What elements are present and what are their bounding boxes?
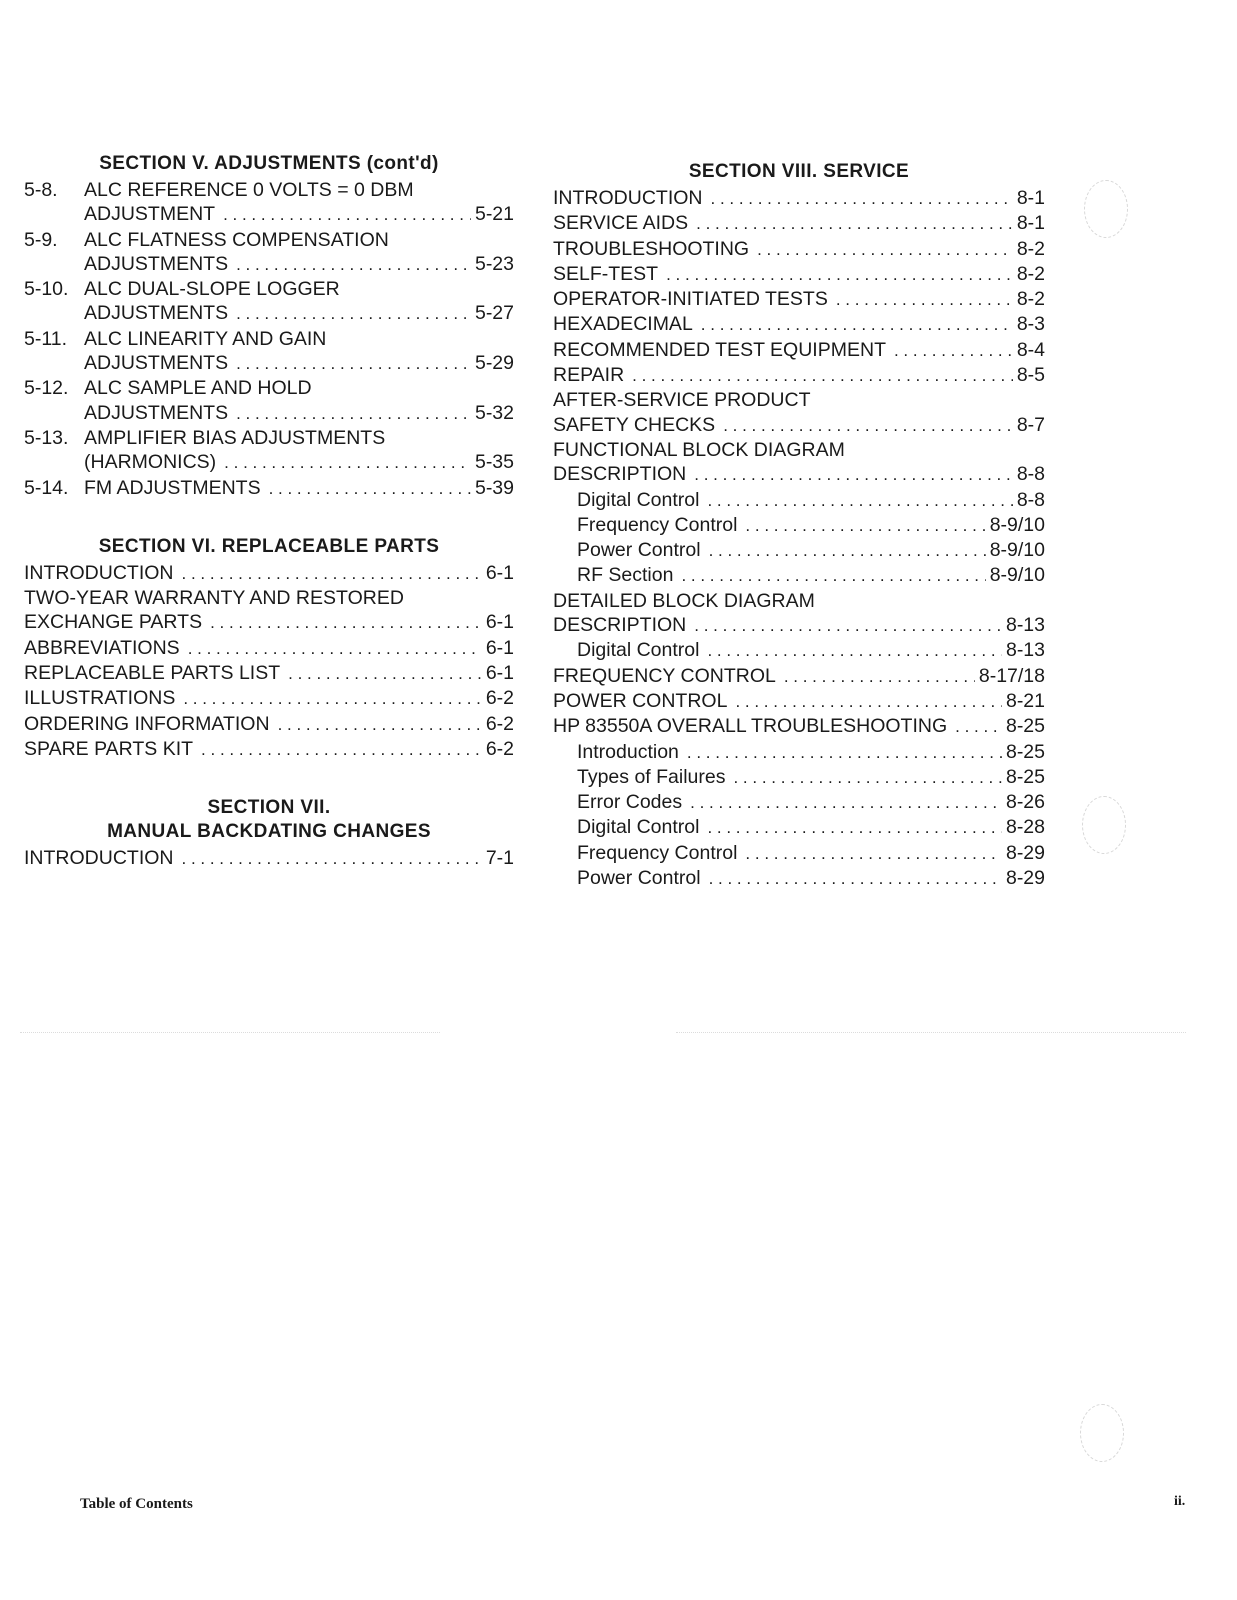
page-number: 8-1 (1016, 212, 1045, 235)
entry-number: 5-11. (24, 327, 67, 350)
entry-title: AMPLIFIER BIAS ADJUSTMENTS (84, 426, 386, 449)
dot-leader (210, 611, 482, 635)
page-number: 8-13 (1005, 614, 1045, 637)
toc-entry[interactable] (24, 737, 514, 762)
entry-title: ALC SAMPLE AND HOLD (84, 377, 312, 400)
section-7-heading-line1: SECTION VII. (207, 797, 331, 819)
toc-entry[interactable] (24, 202, 514, 227)
scan-artifact (676, 1032, 1186, 1033)
entry-title: (HARMONICS) (84, 451, 217, 474)
dot-leader (269, 477, 471, 501)
entry-number: 5-8. (24, 179, 58, 201)
toc-entry[interactable] (553, 563, 1045, 588)
dot-leader (236, 352, 471, 376)
page-number: 5-23 (474, 252, 514, 275)
entry-title: SELF-TEST (553, 262, 659, 285)
dot-leader (201, 738, 482, 762)
punch-hole-mark (1080, 1404, 1124, 1462)
toc-entry[interactable] (24, 178, 514, 202)
toc-entry[interactable] (24, 376, 514, 400)
scan-artifact (20, 1032, 440, 1033)
dot-leader (694, 614, 1002, 638)
toc-entry[interactable] (553, 538, 1045, 563)
left-column (24, 152, 514, 872)
dot-leader (681, 564, 985, 588)
entry-title: ABBREVIATIONS (24, 636, 180, 659)
section-5-heading: SECTION V. ADJUSTMENTS (cont'd) (99, 153, 439, 174)
page-number: 8-2 (1016, 262, 1045, 285)
page-number: 8-26 (1005, 791, 1045, 814)
dot-leader (784, 665, 975, 689)
toc-entry[interactable] (24, 327, 514, 351)
entry-number: 5-13. (24, 426, 69, 449)
toc-entry[interactable] (24, 686, 514, 711)
toc-entry[interactable] (24, 301, 514, 326)
toc-entry[interactable] (24, 561, 514, 586)
page-number: 5-32 (474, 401, 514, 424)
dot-leader (632, 364, 1013, 388)
toc-entry[interactable] (553, 438, 1045, 462)
page-number: 8-2 (1016, 288, 1045, 311)
footer-title: Table of Contents (80, 1496, 193, 1512)
entry-title: ALC LINEARITY AND GAIN (84, 327, 327, 350)
toc-entry[interactable] (24, 401, 514, 426)
entry-title: DETAILED BLOCK DIAGRAM (553, 589, 815, 612)
page-number: 6-2 (485, 737, 514, 760)
page-number: 8-29 (1005, 841, 1045, 864)
page-number: 5-29 (474, 352, 514, 375)
entry-title: Frequency Control (577, 513, 738, 536)
dot-leader (182, 562, 482, 586)
dot-leader (711, 187, 1013, 211)
page-number: 5-39 (474, 476, 514, 499)
entry-title: ALC DUAL-SLOPE LOGGER (84, 278, 340, 301)
toc-entry[interactable] (24, 586, 514, 610)
dot-leader (666, 263, 1013, 287)
entry-title: HEXADECIMAL (553, 313, 693, 336)
toc-entry[interactable] (553, 211, 1045, 236)
page-number: 8-1 (1016, 187, 1045, 209)
right-column (553, 160, 1045, 891)
toc-entry[interactable] (24, 476, 514, 501)
entry-title: Introduction (577, 740, 679, 763)
dot-leader (223, 203, 471, 227)
dot-leader (183, 687, 481, 711)
entry-title: FREQUENCY CONTROL (553, 664, 776, 687)
dot-leader (894, 339, 1013, 363)
toc-entry[interactable] (553, 413, 1045, 438)
toc-entry[interactable] (24, 351, 514, 376)
page-number: 6-1 (485, 611, 514, 634)
toc-entry[interactable] (24, 846, 514, 871)
toc-entry[interactable] (553, 765, 1045, 790)
dot-leader (278, 713, 482, 737)
entry-number: 5-9. (24, 228, 58, 251)
entry-title: INTRODUCTION (553, 187, 703, 209)
toc-entry[interactable] (24, 450, 514, 475)
page-number: 8-3 (1016, 313, 1045, 336)
toc-entry[interactable] (553, 689, 1045, 714)
page-number: 6-2 (485, 712, 514, 735)
dot-leader (707, 639, 1002, 663)
dot-leader (690, 791, 1002, 815)
toc-entry[interactable] (24, 252, 514, 277)
page-number: 8-9/10 (989, 539, 1045, 562)
page-number: 8-13 (1005, 639, 1045, 662)
toc-entry[interactable] (553, 589, 1045, 613)
footer-page-number: ii. (1174, 1494, 1186, 1509)
punch-hole-mark (1082, 796, 1126, 854)
page-number: 8-8 (1016, 463, 1045, 486)
entry-title: ALC FLATNESS COMPENSATION (84, 228, 389, 251)
entry-title: INTRODUCTION (24, 561, 174, 584)
dot-leader (236, 302, 471, 326)
page-number: 6-2 (485, 687, 514, 710)
toc-entry[interactable] (553, 638, 1045, 663)
entry-title: ORDERING INFORMATION (24, 712, 270, 735)
page-number: 8-8 (1016, 488, 1045, 511)
page-number: 5-35 (474, 451, 514, 474)
entry-title: EXCHANGE PARTS (24, 611, 203, 634)
entry-title: SAFETY CHECKS (553, 413, 716, 436)
dot-leader (955, 715, 1002, 739)
page-number: 8-2 (1016, 237, 1045, 260)
page-number: 8-25 (1005, 715, 1045, 738)
entry-number: 5-14. (24, 476, 69, 499)
dot-leader (687, 741, 1002, 765)
page-number: 8-4 (1016, 338, 1045, 361)
toc-entry[interactable] (553, 237, 1045, 262)
section-6-entries (24, 561, 514, 762)
page-number: 8-25 (1005, 740, 1045, 763)
dot-leader (707, 816, 1002, 840)
toc-entry[interactable] (24, 610, 514, 635)
dot-leader (733, 766, 1001, 790)
section-7-heading-line2: MANUAL BACKDATING CHANGES (107, 821, 431, 843)
entry-title: Digital Control (577, 488, 700, 511)
section-7-entries (24, 846, 514, 871)
dot-leader (707, 489, 1012, 513)
page-number: 8-29 (1005, 867, 1045, 890)
entry-title: Power Control (577, 867, 701, 890)
toc-entry[interactable] (553, 815, 1045, 840)
dot-leader (701, 313, 1013, 337)
dot-leader (694, 463, 1013, 487)
toc-entry[interactable] (553, 740, 1045, 765)
page-number: 8-28 (1005, 816, 1045, 839)
entry-title: HP 83550A OVERALL TROUBLESHOOTING (553, 715, 948, 738)
dot-leader (709, 539, 986, 563)
toc-entry[interactable] (553, 664, 1045, 689)
dot-leader (236, 402, 471, 426)
section-5-entries (24, 178, 514, 501)
dot-leader (709, 867, 1002, 891)
entry-title: DESCRIPTION (553, 614, 687, 637)
toc-entry[interactable] (553, 186, 1045, 211)
toc-entry[interactable] (24, 661, 514, 686)
punch-hole-mark (1084, 180, 1128, 238)
entry-title: POWER CONTROL (553, 689, 728, 712)
dot-leader (236, 253, 471, 277)
toc-entry[interactable] (553, 312, 1045, 337)
entry-title: ADJUSTMENTS (84, 302, 229, 325)
toc-entry[interactable] (24, 426, 514, 450)
page-number: 7-1 (485, 847, 514, 870)
toc-entry[interactable] (553, 790, 1045, 815)
toc-entry[interactable] (553, 613, 1045, 638)
toc-entry[interactable] (553, 338, 1045, 363)
entry-title: SPARE PARTS KIT (24, 737, 194, 760)
toc-entry[interactable] (553, 866, 1045, 891)
dot-leader (745, 842, 1002, 866)
dot-leader (757, 238, 1013, 262)
entry-number: 5-10. (24, 278, 69, 301)
page-number: 8-7 (1016, 413, 1045, 436)
entry-title: ADJUSTMENTS (84, 401, 229, 424)
entry-title: DESCRIPTION (553, 463, 687, 486)
dot-leader (836, 288, 1013, 312)
page-number: 8-25 (1005, 765, 1045, 788)
entry-title: ADJUSTMENTS (84, 352, 229, 375)
page-number: 8-5 (1016, 364, 1045, 387)
page-number: 6-1 (485, 662, 514, 685)
dot-leader (745, 514, 985, 538)
entry-title: TROUBLESHOOTING (553, 237, 750, 260)
page-number: 8-9/10 (989, 564, 1045, 587)
toc-entry[interactable] (24, 277, 514, 301)
entry-title: TWO-YEAR WARRANTY AND RESTORED (24, 587, 404, 610)
page-number: 8-17/18 (978, 664, 1045, 687)
entry-title: ADJUSTMENT (84, 203, 216, 226)
toc-entry[interactable] (553, 513, 1045, 538)
toc-entry[interactable] (24, 228, 514, 252)
toc-entry[interactable] (553, 363, 1045, 388)
entry-title: FUNCTIONAL BLOCK DIAGRAM (553, 438, 845, 461)
dot-leader (735, 690, 1002, 714)
dot-leader (188, 637, 482, 661)
entry-title: Frequency Control (577, 841, 738, 864)
page-number: 5-27 (474, 302, 514, 325)
dot-leader (224, 451, 471, 475)
toc-entry[interactable] (553, 714, 1045, 739)
entry-title: AFTER-SERVICE PRODUCT (553, 389, 811, 412)
page-number: 5-21 (474, 203, 514, 226)
entry-title: RECOMMENDED TEST EQUIPMENT (553, 338, 886, 361)
entry-number: 5-12. (24, 377, 69, 400)
entry-title: REPLACEABLE PARTS LIST (24, 662, 281, 685)
entry-title: ADJUSTMENTS (84, 252, 229, 275)
entry-title: INTRODUCTION (24, 847, 174, 870)
entry-title: Digital Control (577, 639, 700, 662)
page-number: 8-21 (1005, 689, 1045, 712)
dot-leader (723, 414, 1013, 438)
entry-title: Power Control (577, 539, 701, 562)
dot-leader (288, 662, 482, 686)
toc-entry[interactable] (553, 488, 1045, 513)
entry-title: ILLUSTRATIONS (24, 687, 176, 710)
toc-entry[interactable] (553, 841, 1045, 866)
page-number: 8-9/10 (989, 513, 1045, 536)
entry-title: FM ADJUSTMENTS (84, 476, 261, 499)
entry-title: SERVICE AIDS (553, 212, 689, 235)
entry-title: Types of Failures (577, 765, 726, 788)
entry-title: Error Codes (577, 791, 683, 814)
entry-title: ALC REFERENCE 0 VOLTS = 0 DBM (84, 179, 414, 201)
entry-title: REPAIR (553, 364, 625, 387)
toc-entry[interactable] (553, 388, 1045, 412)
entry-title: RF Section (577, 564, 674, 587)
entry-title: OPERATOR-INITIATED TESTS (553, 288, 828, 311)
section-8-heading: SECTION VIII. SERVICE (688, 161, 910, 182)
toc-entry[interactable] (24, 712, 514, 737)
toc-entry[interactable] (553, 262, 1045, 287)
dot-leader (696, 212, 1013, 236)
toc-entry[interactable] (553, 287, 1045, 312)
toc-entry[interactable] (553, 462, 1045, 487)
section-8-entries (553, 186, 1045, 891)
toc-entry[interactable] (24, 636, 514, 661)
page-number: 6-1 (485, 561, 514, 584)
dot-leader (182, 847, 482, 871)
entry-title: Digital Control (577, 816, 700, 839)
page-number: 6-1 (485, 636, 514, 659)
section-6-heading: SECTION VI. REPLACEABLE PARTS (98, 535, 440, 557)
